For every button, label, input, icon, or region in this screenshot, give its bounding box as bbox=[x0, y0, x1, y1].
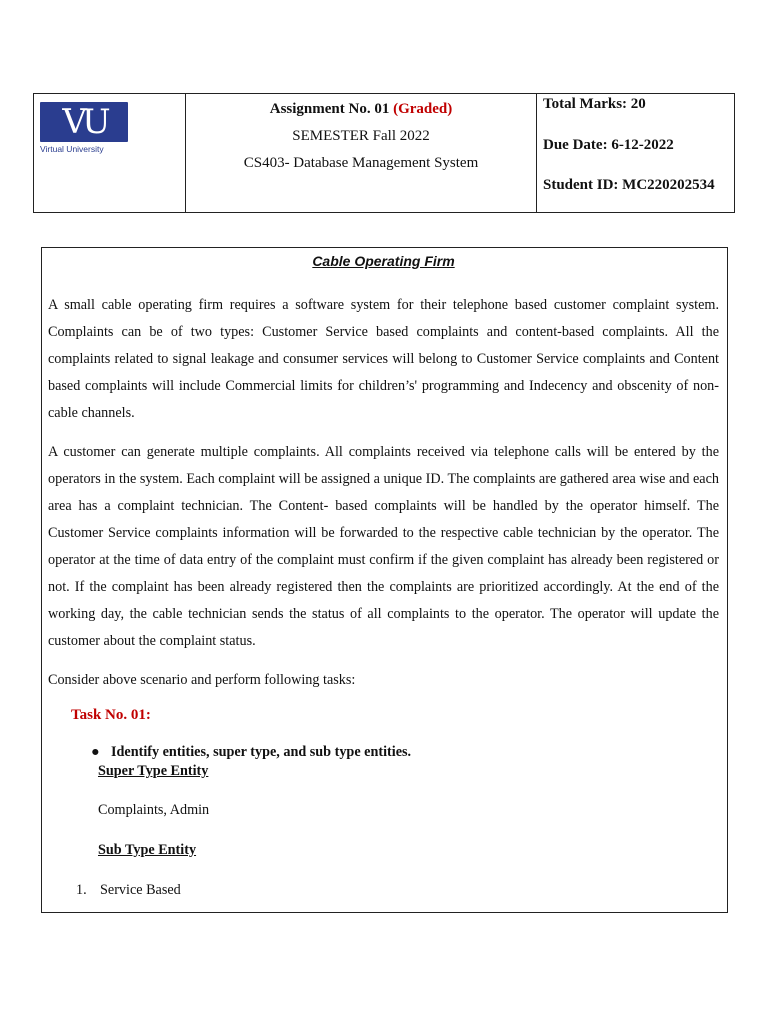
list-item-text: Service Based bbox=[100, 882, 181, 898]
header-table bbox=[33, 93, 735, 213]
page-title: Cable Operating Firm bbox=[312, 253, 455, 269]
super-type-value: Complaints, Admin bbox=[98, 802, 210, 818]
logo-subtitle: Virtual University bbox=[40, 144, 104, 154]
bullet-text: Identify entities, super type, and sub type entities. bbox=[111, 744, 412, 760]
graded-label: (Graded) bbox=[393, 101, 453, 117]
sub-type-heading: Sub Type Entity bbox=[98, 842, 197, 858]
scenario-paragraph-2: A customer can generate multiple complaints. All complaints received via telephone calls will be entered by the operators in the system. Each complaint will be assigned a unique ID. The complaints are gathered area wise and each area has a complaint technician. The Content- based complaints will be handled by the operator himself. The Customer Service complaints information will be forwarded to the respective cable technician by the operator. The operator at the time of data entry of the complaint must confirm if the given complaint has already been registered or not. If the complaint has been already registered then the complaints are prioritized accordingly. At the end of the working day, the cable technician sends the status of all complaints to the operator. The operator will update the customer about the complaint status. bbox=[48, 444, 719, 649]
task-label: Task No. 01: bbox=[71, 707, 151, 723]
semester: SEMESTER Fall 2022 bbox=[292, 128, 430, 144]
due-date: Due Date: 6-12-2022 bbox=[543, 137, 674, 153]
instructions-paragraph: Consider above scenario and perform following tasks: bbox=[48, 672, 356, 688]
marks-cell bbox=[537, 94, 734, 212]
logo-cell bbox=[34, 94, 186, 212]
list-number: 1. bbox=[76, 882, 87, 898]
super-type-heading: Super Type Entity bbox=[98, 763, 209, 779]
assignment-title bbox=[186, 96, 536, 123]
vu-logo bbox=[40, 102, 128, 142]
content-box bbox=[41, 247, 728, 913]
bullet-icon: ● bbox=[91, 744, 100, 760]
course-name: CS403- Database Management System bbox=[243, 155, 479, 171]
assignment-number: Assignment No. 01 bbox=[269, 101, 394, 117]
scenario-paragraph-1: A small cable operating firm requires a software system for their telephone based customer complaint system. Complaints can be of two types: Customer Service based complaints and content-based complaints. All the complaints related to signal leakage and consumer services will belong to Customer Service complaints and Content based complaints will include Commercial limits for children’s' programming and Indecency and obscenity of non-cable channels. bbox=[48, 297, 719, 421]
task-bullet bbox=[91, 744, 719, 760]
list-item bbox=[76, 881, 719, 899]
student-id: Student ID: MC220202534 bbox=[543, 177, 715, 193]
total-marks: Total Marks: 20 bbox=[543, 96, 646, 112]
assignment-info-cell bbox=[186, 94, 537, 212]
logo-letters: VU bbox=[62, 102, 106, 142]
